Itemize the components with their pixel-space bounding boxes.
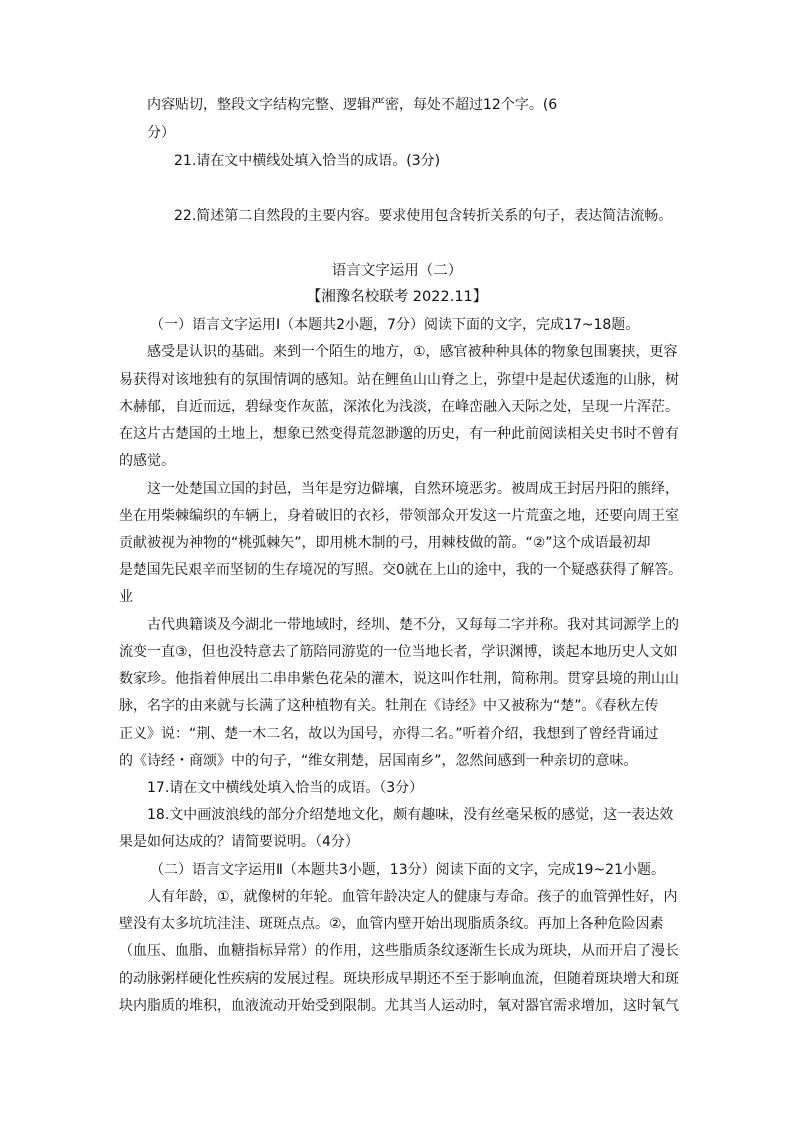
text-line: 分） xyxy=(147,125,175,141)
paragraph-line: 数家珍。他指着伸展出二串串紫色花朵的灌木，说这叫作牡荆，简称荆。贯穿县境的荆山山 xyxy=(119,671,679,687)
section-heading: （一）语言文字运用Ⅰ（本题共2小题，7分）阅读下面的文字，完成17~18题。 xyxy=(150,317,640,333)
paragraph-line: 的感觉。 xyxy=(119,453,175,469)
paragraph-line: （血压、血脂、血糖指标异常）的作用，这些脂质条纹逐渐生长成为斑块，从而开启了漫长 xyxy=(119,943,679,959)
question-18-cont: 果是如何达成的？请简要说明。（4分） xyxy=(119,834,359,850)
paragraph-line: 脉，名字的由来就与长满了这种植物有关。牡荆在《诗经》中又被称为“楚”。《春秋左传 xyxy=(119,698,659,714)
paragraph-line: 感受是认识的基础。来到一个陌生的地方，①，感官被种种具体的物象包围裹挟，更容 xyxy=(147,344,678,360)
paragraph-line: 人有年龄，①，就像树的年轮。血管年龄决定人的健康与寿命。孩子的血管弹性好，内 xyxy=(147,889,678,905)
paragraph-line: 是楚国先民艰辛而坚韧的生存境况的写照。交0就在上山的途中，我的一个疑惑获得了解答。 xyxy=(119,562,682,578)
paragraph-line: 贡献被视为神物的“桃弧棘矢”，即用桃木制的弓，用棘枝做的箭。“②”这个成语最初却 xyxy=(119,535,651,551)
paragraph-line: 古代典籍谈及今湖北一带地域时，经圳、楚不分，又每每二字并称。我对其词源学上的 xyxy=(147,617,679,633)
question-17: 17.请在文中横线处填入恰当的成语。（3分） xyxy=(147,780,424,796)
source-label: 【湘豫名校联考 2022.11】 xyxy=(306,289,488,305)
section-title: 语言文字运用（二） xyxy=(331,263,463,279)
paragraph-line: 这一处楚国立国的封邑，当年是穷边僻壤，自然环境恶劣。被周成王封居丹阳的熊绎， xyxy=(147,481,679,497)
paragraph-line: 正义》说：“荆、楚一木二名，故以为国号，亦得二名。”听着介绍，我想到了曾经背诵过 xyxy=(119,726,659,742)
paragraph-line: 的动脉粥样硬化性疾病的发展过程。斑块形成早期还不至于影响血流，但随着斑块增大和斑 xyxy=(119,971,679,987)
paragraph-line: 木赫郁，自近而远，碧绿变作灰蓝，深浓化为浅淡，在峰峦融入天际之处，呈现一片浑茫。 xyxy=(119,399,679,415)
section-heading: （二）语言文字运用Ⅱ（本题共3小题，13分）阅读下面的文字，完成19~21小题。 xyxy=(150,862,665,878)
paragraph-line: 的《诗经・商颂》中的句子，“维女荆楚，居国南乡”，忽然间感到一种亲切的意味。 xyxy=(119,753,638,769)
paragraph-line: 块内脂质的堆积，血液流动开始受到限制。尤其当人运动时，氧对器官需求增加，这时氧气 xyxy=(119,998,679,1014)
question-22: 22.简述第二自然段的主要内容。要求使用包含转折关系的句子，表达简洁流畅。 xyxy=(174,208,673,224)
question-21: 21.请在文中横线处填入恰当的成语。(3分) xyxy=(174,153,441,169)
paragraph-line: 易获得对该地独有的氛围情调的感知。站在鲤鱼山山脊之上，弥望中是起伏逶迤的山脉，树 xyxy=(119,372,679,388)
paragraph-line: 流变一直③，但也没特意去了筋陪同游览的一位当地长者，学识渊博，谈起本地历史人文如 xyxy=(119,644,678,660)
text-line: 内容贴切，整段文字结构完整、逻辑严密，每处不超过12个字。(6 xyxy=(147,97,558,113)
paragraph-line: 坐在用柴棘编织的车辆上，身着破旧的衣衫，带领部众开发这一片荒蛮之地，还要向周王室 xyxy=(119,508,679,524)
question-18: 18.文中画波浪线的部分介绍楚地文化，颇有趣味，没有丝毫呆板的感觉，这一表达效 xyxy=(147,807,674,823)
paragraph-line: 在这片古楚国的土地上，想象已然变得荒忽渺邈的历史，有一种此前阅读相关史书时不曾有 xyxy=(119,426,679,442)
paragraph-line: 壁没有太多坑坑洼洼、斑斑点点。②，血管内壁开始出现脂质条纹。再加上各种危险因素 xyxy=(119,916,664,932)
paragraph-line: 业 xyxy=(119,589,133,605)
